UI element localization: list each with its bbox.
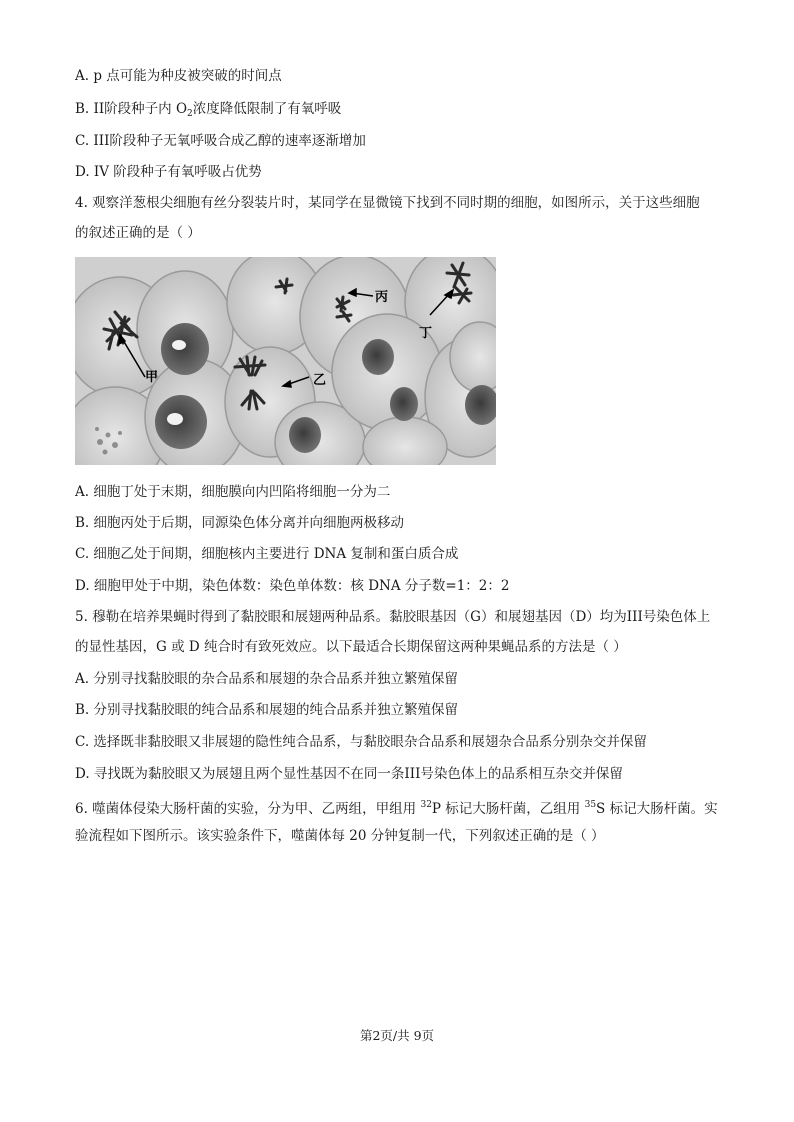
q6-stem-part-c: S 标记大肠杆菌。实 <box>596 801 718 817</box>
q3-option-b <box>75 99 341 124</box>
q6-sup-35: 35 <box>584 800 597 810</box>
q4-option-a: A. 细胞丁处于末期，细胞膜向内凹陷将细胞一分为二 <box>75 484 391 500</box>
q5-option-b: B. 分别寻找黏胶眼的纯合品系和展翅的纯合品系并独立繁殖保留 <box>75 702 459 718</box>
q3-option-b-pre: B. II阶段种子内 O <box>75 101 188 117</box>
q5-option-d: D. 寻找既为黏胶眼又为展翅且两个显性基因不在同一条III号染色体上的品系相互杂交并保留 <box>75 766 623 782</box>
page-number-footer: 第2页/共 9页 <box>359 1028 435 1043</box>
q5-option-c: C. 选择既非黏胶眼又非展翅的隐性纯合品系，与黏胶眼杂合品系和展翅杂合品系分别杂交并保留 <box>75 734 647 750</box>
q3-option-a: A. p 点可能为种皮被突破的时间点 <box>75 68 282 84</box>
label-yi: 乙 <box>313 373 327 388</box>
q6-stem-part-a: 6. 噬菌体侵染大肠杆菌的实验，分为甲、乙两组，甲组用 <box>75 801 421 817</box>
q5-stem-line2: 的显性基因，G 或 D 纯合时有致死效应。以下最适合长期保留这两种果蝇品系的方法是（ ） <box>75 639 627 655</box>
q6-stem-line1 <box>75 795 718 819</box>
q6-stem-line2: 验流程如下图所示。该实验条件下，噬菌体每 20 分钟复制一代，下列叙述正确的是（ ） <box>75 828 605 844</box>
label-ding: 丁 <box>419 326 433 341</box>
q3-option-d: D. IV 阶段种子有氧呼吸占优势 <box>75 164 262 180</box>
q4-stem-line2: 的叙述正确的是（ ） <box>75 225 201 241</box>
q4-stem-line1: 4. 观察洋葱根尖细胞有丝分裂装片时，某同学在显微镜下找到不同时期的细胞，如图所示，关于这些细胞 <box>75 195 700 211</box>
mitosis-micrograph <box>75 257 496 465</box>
label-bing: 丙 <box>375 290 389 305</box>
q6-sup-32: 32 <box>420 800 432 810</box>
q4-option-c: C. 细胞乙处于间期，细胞核内主要进行 DNA 复制和蛋白质合成 <box>75 546 459 562</box>
q3-option-b-sub: 2 <box>187 109 193 119</box>
q4-option-b: B. 细胞丙处于后期，同源染色体分离并向细胞两极移动 <box>75 515 405 531</box>
q6-stem-part-b: P 标记大肠杆菌，乙组用 <box>431 801 585 817</box>
q3-option-b-post: 浓度降低限制了有氧呼吸 <box>192 101 342 117</box>
q5-option-a: A. 分别寻找黏胶眼的杂合品系和展翅的杂合品系并独立繁殖保留 <box>75 671 458 687</box>
q5-stem-line1: 5. 穆勒在培养果蝇时得到了黏胶眼和展翅两种品系。黏胶眼基因（G）和展翅基因（D）均为III号染色体上 <box>75 609 711 625</box>
q3-option-c: C. III阶段种子无氧呼吸合成乙醇的速率逐渐增加 <box>75 133 366 149</box>
label-jia: 甲 <box>145 370 159 385</box>
q4-option-d: D. 细胞甲处于中期，染色体数：染色单体数：核 DNA 分子数=1：2：2 <box>75 578 510 594</box>
